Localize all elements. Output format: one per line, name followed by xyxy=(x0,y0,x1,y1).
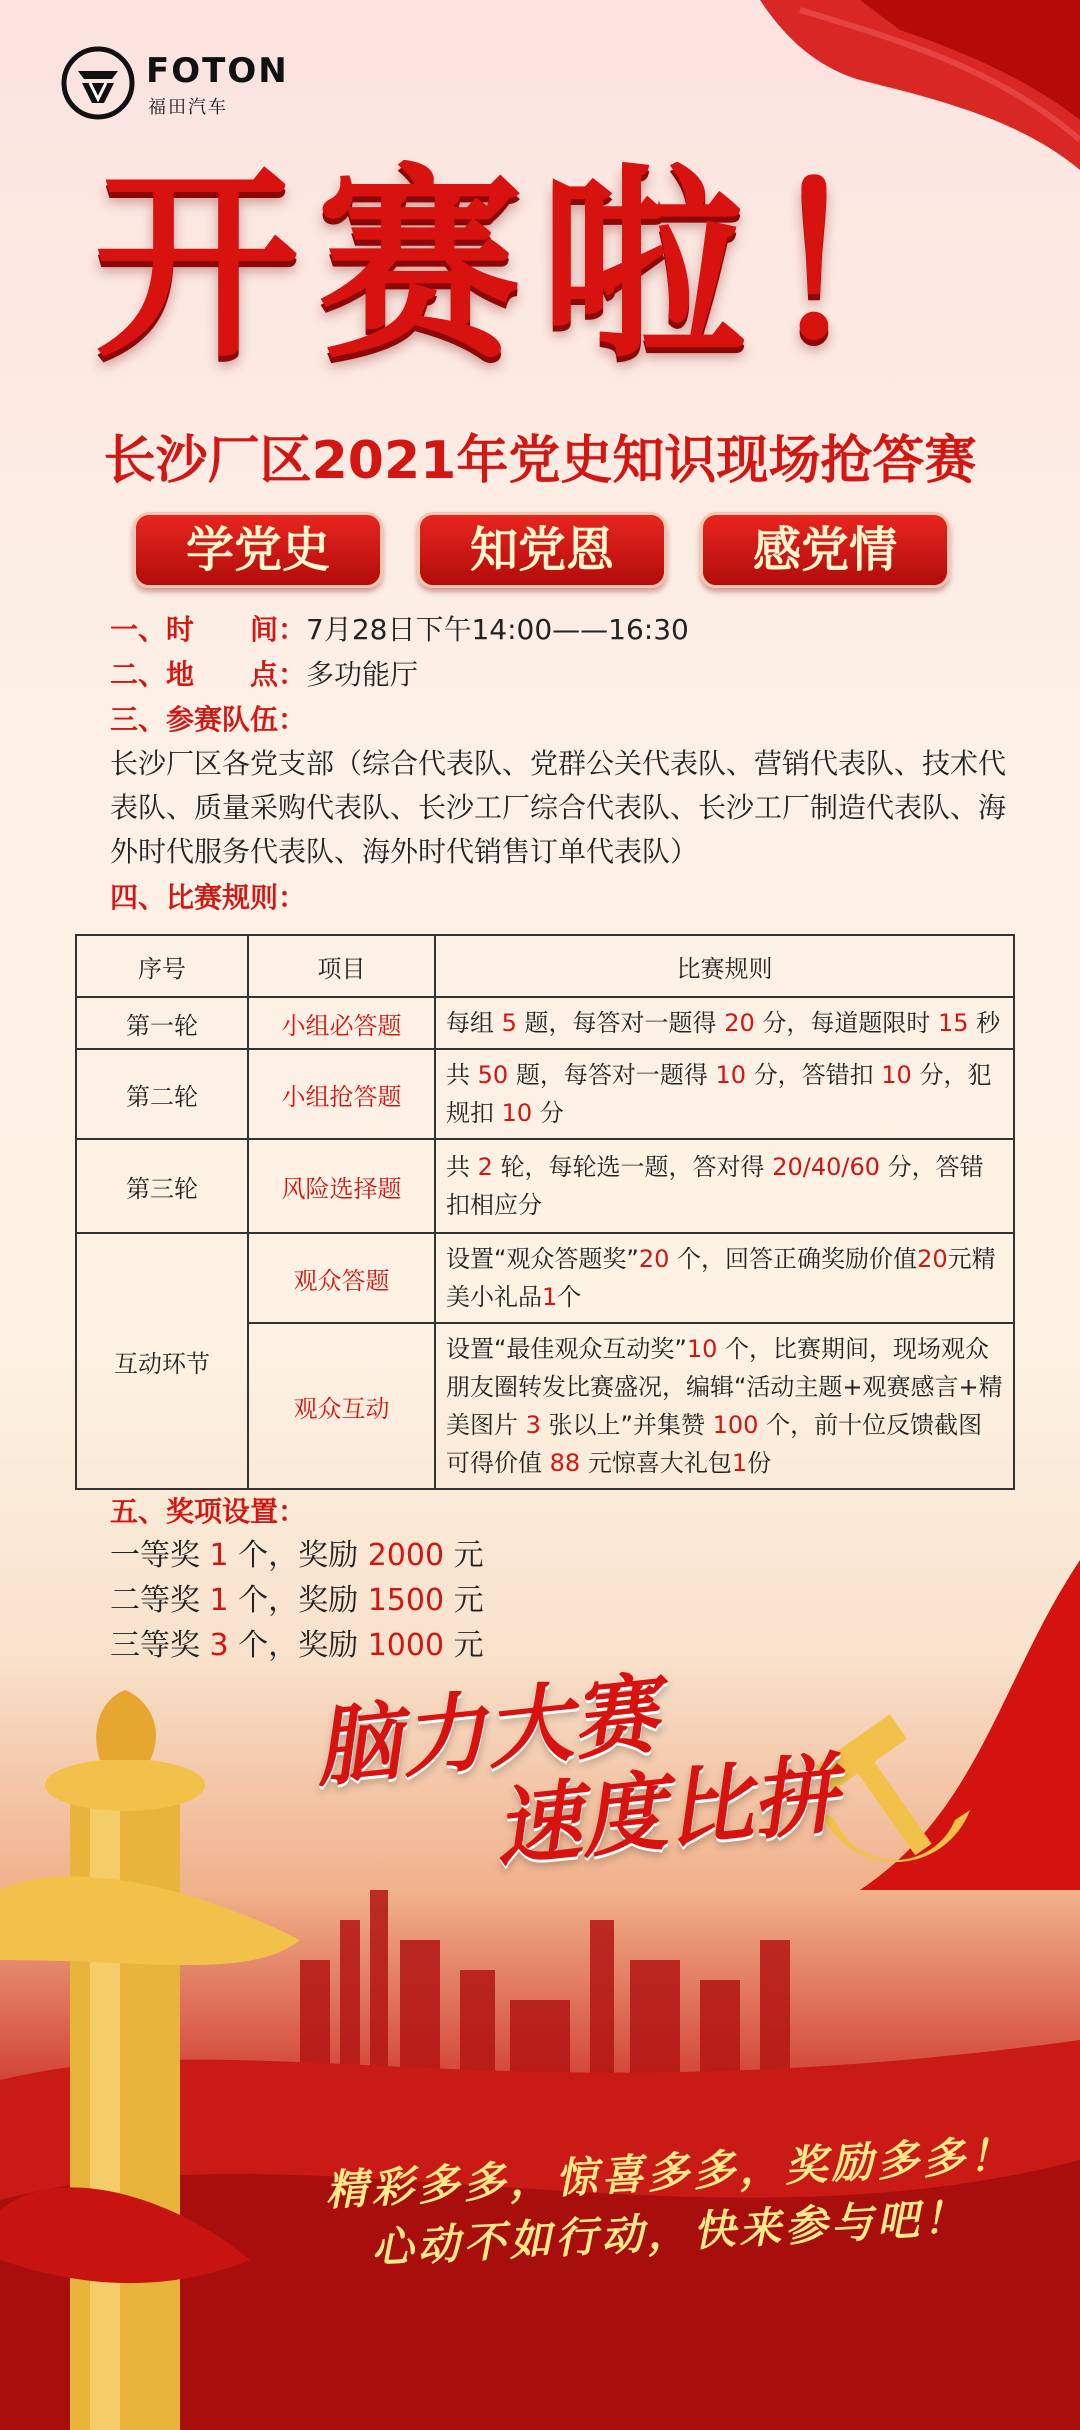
foton-logo-icon xyxy=(60,45,136,121)
row-item: 小组抢答题 xyxy=(248,1049,435,1139)
teams-label: 三、参赛队伍： xyxy=(110,703,307,736)
footer-line-1: 精彩多多，惊喜多多，奖励多多！ xyxy=(324,2129,1016,2216)
tag-1: 学党史 xyxy=(133,512,383,588)
place-label: 二、地 点： xyxy=(110,658,307,691)
skyline xyxy=(300,1890,790,2080)
place-value: 多功能厅 xyxy=(306,658,419,691)
brand-sub: 福田汽车 xyxy=(148,97,228,118)
footer-line-2: 心动不如行动，快来参与吧！ xyxy=(370,2192,971,2273)
table-row xyxy=(76,997,1014,1049)
slogan-line-2: 速度比拼 xyxy=(490,1744,843,1880)
table-row xyxy=(76,1049,1014,1139)
row-seq: 第三轮 xyxy=(76,1139,248,1233)
table-row xyxy=(76,1139,1014,1233)
row-item: 观众答题 xyxy=(248,1233,435,1323)
headline: 开赛啦！ xyxy=(94,148,986,386)
row-rule: 共 2 轮，每轮选一题，答对得 20/40/60 分，答错扣相应分 xyxy=(435,1139,1014,1233)
tag-2: 知党恩 xyxy=(417,512,667,588)
time-label: 一、时 间： xyxy=(110,613,307,646)
red-flag-decoration xyxy=(640,0,1080,170)
slogan-line-1: 脑力大赛 xyxy=(310,1664,663,1800)
rules-table xyxy=(75,934,1015,1490)
prize-item: 一等奖 1 个，奖励 2000 元 xyxy=(110,1538,484,1573)
row-rule: 设置“观众答题奖”20 个，回答正确奖励价值20元精美小礼品1个 xyxy=(435,1233,1014,1323)
prize-item: 三等奖 3 个，奖励 1000 元 xyxy=(110,1628,484,1663)
table-header: 序号 xyxy=(76,935,248,997)
time-value: 7月28日下午14:00——16:30 xyxy=(306,613,689,646)
row-seq: 第二轮 xyxy=(76,1049,248,1139)
time-row xyxy=(110,608,689,652)
table-row xyxy=(76,1233,1014,1323)
place-row xyxy=(110,653,418,697)
row-item: 小组必答题 xyxy=(248,997,435,1049)
prize-item: 二等奖 1 个，奖励 1500 元 xyxy=(110,1583,484,1618)
rules-label: 四、比赛规则： xyxy=(110,881,307,914)
row-seq: 第一轮 xyxy=(76,997,248,1049)
subtitle: 长沙厂区2021年党史知识现场抢答赛 xyxy=(103,431,977,491)
table-header: 项目 xyxy=(248,935,435,997)
table-header: 比赛规则 xyxy=(435,935,1014,997)
row-rule: 设置“最佳观众互动奖”10 个，比赛期间，现场观众朋友圈转发比赛盛况，编辑“活动主题+观赛感言+精美图片 3 张以上”并集赞 100 个，前十位反馈截图可得价值 88 元惊喜大礼包1份 xyxy=(435,1323,1014,1489)
brand-name: FOTON xyxy=(146,51,289,91)
row-rule: 共 50 题，每答对一题得 10 分，答错扣 10 分，犯规扣 10 分 xyxy=(435,1049,1014,1139)
prizes-label: 五、奖项设置： xyxy=(110,1495,307,1528)
row-rule: 每组 5 题，每答对一题得 20 分，每道题限时 15 秒 xyxy=(435,997,1014,1049)
table-header-row xyxy=(76,935,1014,997)
foton-logo xyxy=(60,45,300,125)
row-seq: 互动环节 xyxy=(76,1233,248,1489)
teams-value: 长沙厂区各党支部（综合代表队、党群公关代表队、营销代表队、技术代表队、质量采购代表队、长沙工厂综合代表队、长沙工厂制造代表队、海外时代服务代表队、海外时代销售订单代表队） xyxy=(110,747,1007,868)
tag-3: 感党情 xyxy=(700,512,950,588)
row-item: 风险选择题 xyxy=(248,1139,435,1233)
row-item: 观众互动 xyxy=(248,1323,435,1489)
